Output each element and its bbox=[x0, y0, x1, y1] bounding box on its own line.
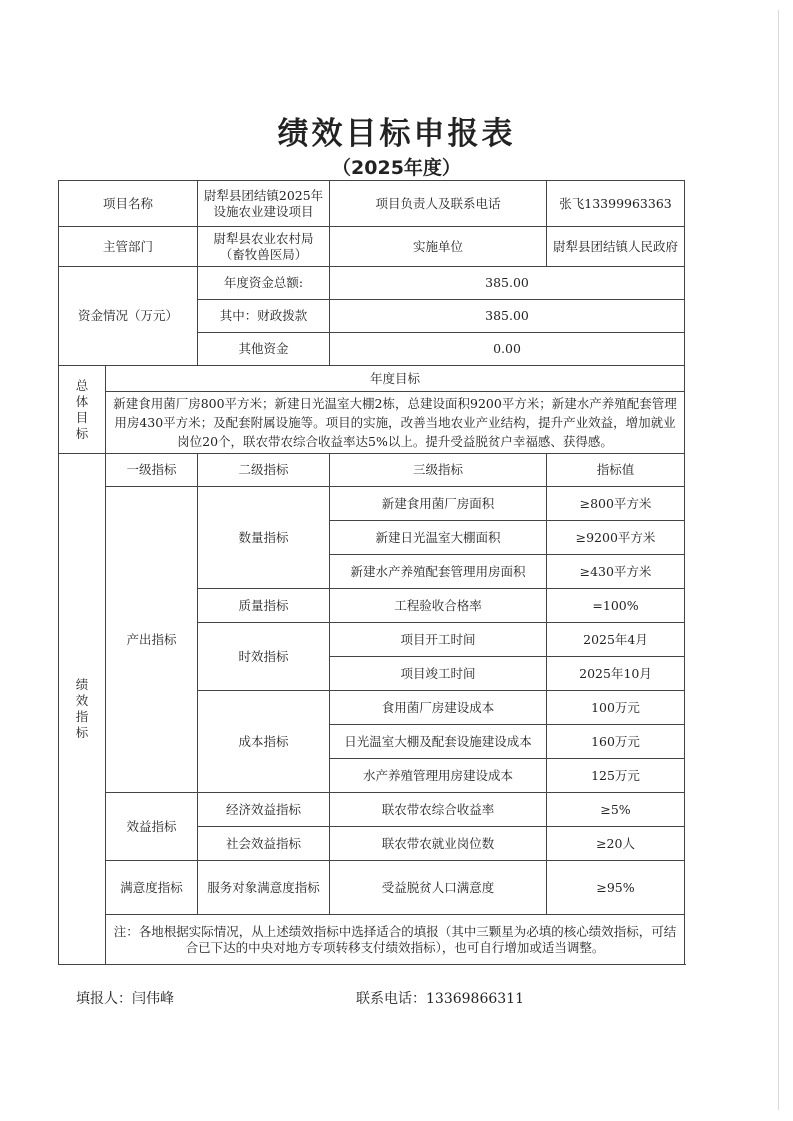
indicator-name: 联农带农就业岗位数 bbox=[330, 827, 547, 861]
cost-label: 成本指标 bbox=[198, 691, 330, 793]
filler-name: 填报人：闫伟峰 bbox=[76, 991, 174, 1007]
funds-label: 资金情况（万元） bbox=[59, 267, 198, 366]
economic-label: 经济效益指标 bbox=[198, 793, 330, 827]
project-contact-value: 张飞13399963363 bbox=[547, 181, 685, 227]
quality-label: 质量指标 bbox=[198, 589, 330, 623]
indicator-name: 工程验收合格率 bbox=[330, 589, 547, 623]
indicator-name: 日光温室大棚及配套设施建设成本 bbox=[330, 725, 547, 759]
indicator-value: ≥20人 bbox=[547, 827, 685, 861]
dept-value: 尉犁县农业农村局（畜牧兽医局） bbox=[198, 227, 330, 267]
goal-label-text: 总体目标 bbox=[75, 377, 89, 441]
dept-label: 主管部门 bbox=[59, 227, 198, 267]
social-label: 社会效益指标 bbox=[198, 827, 330, 861]
indicator-value: ≥95% bbox=[547, 861, 685, 915]
indicator-value: 125万元 bbox=[547, 759, 685, 793]
indicator-name: 项目竣工时间 bbox=[330, 657, 547, 691]
indicator-value: ≥800平方米 bbox=[547, 487, 685, 521]
indicator-name: 新建日光温室大棚面积 bbox=[330, 521, 547, 555]
indicator-value: =100% bbox=[547, 589, 685, 623]
quantity-label: 数量指标 bbox=[198, 487, 330, 589]
indicator-value: ≥5% bbox=[547, 793, 685, 827]
project-name-label: 项目名称 bbox=[59, 181, 198, 227]
indicator-value: ≥9200平方米 bbox=[547, 521, 685, 555]
project-contact-label: 项目负责人及联系电话 bbox=[330, 181, 547, 227]
goal-header: 年度目标 bbox=[106, 366, 685, 392]
indicator-value: ≥430平方米 bbox=[547, 555, 685, 589]
indicator-name: 食用菌厂房建设成本 bbox=[330, 691, 547, 725]
funds-other-value: 0.00 bbox=[330, 333, 685, 366]
indicator-name: 水产养殖管理用房建设成本 bbox=[330, 759, 547, 793]
indicators-label-text: 绩效指标 bbox=[75, 677, 89, 740]
note-text: 注：各地根据实际情况，从上述绩效指标中选择适合的填报（其中三颗星为必填的核心绩效指标，可结合已下达的中央对地方专项转移支付绩效指标），也可自行增加或适当调整。 bbox=[106, 915, 685, 965]
contact-phone: 联系电话：13369866311 bbox=[356, 991, 524, 1007]
satisfaction-label: 满意度指标 bbox=[106, 861, 198, 915]
funds-total-label: 年度资金总额: bbox=[198, 267, 330, 300]
header-level2: 二级指标 bbox=[198, 454, 330, 487]
project-name-value: 尉犁县团结镇2025年设施农业建设项目 bbox=[198, 181, 330, 227]
performance-table bbox=[58, 180, 685, 965]
indicator-value: 2025年4月 bbox=[547, 623, 685, 657]
header-level1: 一级指标 bbox=[106, 454, 198, 487]
funds-fiscal-value: 385.00 bbox=[330, 300, 685, 333]
indicator-value: 2025年10月 bbox=[547, 657, 685, 691]
header-level3: 三级指标 bbox=[330, 454, 547, 487]
indicators-label bbox=[59, 454, 106, 965]
goal-header-row bbox=[59, 366, 685, 392]
document-year: （2025年度） bbox=[332, 157, 461, 179]
output-label: 产出指标 bbox=[106, 487, 198, 793]
document-title: 绩效目标申报表 bbox=[277, 116, 516, 152]
project-name-row bbox=[59, 181, 685, 227]
table-row bbox=[59, 487, 685, 521]
note-row bbox=[59, 915, 685, 965]
impl-value: 尉犁县团结镇人民政府 bbox=[547, 227, 685, 267]
indicator-name: 受益脱贫人口满意度 bbox=[330, 861, 547, 915]
funds-other-label: 其他资金 bbox=[198, 333, 330, 366]
impl-label: 实施单位 bbox=[330, 227, 547, 267]
indicator-header-row bbox=[59, 454, 685, 487]
indicator-name: 新建水产养殖配套管理用房面积 bbox=[330, 555, 547, 589]
indicator-value: 100万元 bbox=[547, 691, 685, 725]
indicator-name: 联农带农综合收益率 bbox=[330, 793, 547, 827]
header-value: 指标值 bbox=[547, 454, 685, 487]
funds-fiscal-label: 其中：财政拨款 bbox=[198, 300, 330, 333]
funds-total-value: 385.00 bbox=[330, 267, 685, 300]
service-label: 服务对象满意度指标 bbox=[198, 861, 330, 915]
goal-text: 新建食用菌厂房800平方米；新建日光温室大棚2栋，总建设面积9200平方米；新建水产养殖配套管理用房430平方米；及配套附属设施等。项目的实施，改善当地农业产业结构，提升产业效益，增加就业岗位20个，联农带农综合收益率达5%以上。提升受益脱贫户幸福感、获得感。 bbox=[106, 392, 685, 454]
indicator-name: 新建食用菌厂房面积 bbox=[330, 487, 547, 521]
table-row bbox=[59, 861, 685, 915]
benefit-label: 效益指标 bbox=[106, 793, 198, 861]
goal-text-row bbox=[59, 392, 685, 454]
indicator-name: 项目开工时间 bbox=[330, 623, 547, 657]
table-row bbox=[59, 793, 685, 827]
goal-label bbox=[59, 366, 106, 454]
indicator-value: 160万元 bbox=[547, 725, 685, 759]
department-row bbox=[59, 227, 685, 267]
time-label: 时效指标 bbox=[198, 623, 330, 691]
funds-total-row bbox=[59, 267, 685, 300]
